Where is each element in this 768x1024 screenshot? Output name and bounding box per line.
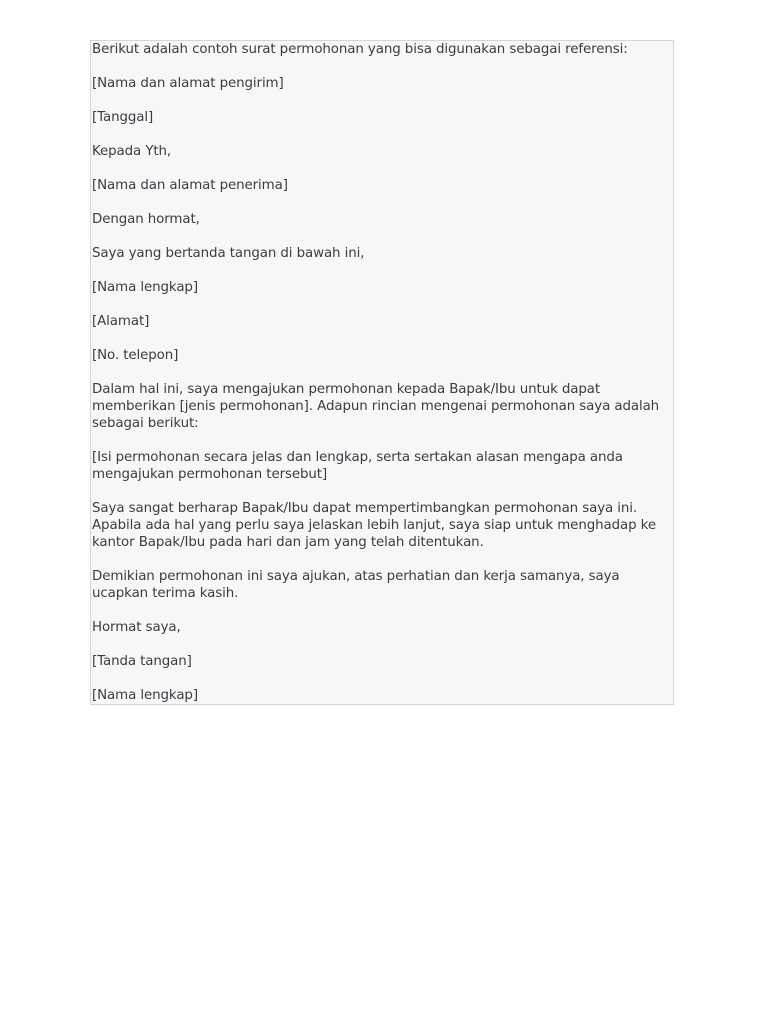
undersigned-line: Saya yang bertanda tangan di bawah ini, [92,246,365,261]
letter-body [91,41,667,704]
full-name-placeholder: [Nama lengkap] [92,280,198,295]
signature-placeholder: [Tanda tangan] [92,654,192,669]
recipient-placeholder: [Nama dan alamat penerima] [92,178,288,193]
date-placeholder: [Tanggal] [92,110,154,125]
address-placeholder: [Alamat] [92,314,150,329]
phone-placeholder: [No. telepon] [92,348,179,363]
signer-name-placeholder: [Nama lengkap] [92,688,198,703]
sender-placeholder: [Nama dan alamat pengirim] [92,76,284,91]
recipient-greeting: Kepada Yth, [92,144,172,159]
salutation: Dengan hormat, [92,212,200,227]
hope-paragraph: Saya sangat berharap Bapak/Ibu dapat mempertimbangkan permohonan saya ini. Apabila ada hal yang perlu saya jelaskan lebih lanjut, saya siap untuk menghadap ke kantor Bapak/Ibu pada hari dan jam yang telah ditentukan. [92,501,656,550]
request-content-placeholder: [Isi permohonan secara jelas dan lengkap, serta sertakan alasan mengapa anda mengajukan permohonan tersebut] [92,450,623,482]
closing-paragraph: Demikian permohonan ini saya ajukan, atas perhatian dan kerja samanya, saya ucapkan terima kasih. [92,569,620,601]
regards-line: Hormat saya, [92,620,181,635]
letter-text-block [90,40,674,705]
intro-paragraph: Berikut adalah contoh surat permohonan yang bisa digunakan sebagai referensi: [92,42,628,57]
request-paragraph: Dalam hal ini, saya mengajukan permohonan kepada Bapak/Ibu untuk dapat memberikan [jenis permohonan]. Adapun rincian mengenai permohonan saya adalah sebagai berikut: [92,382,660,431]
